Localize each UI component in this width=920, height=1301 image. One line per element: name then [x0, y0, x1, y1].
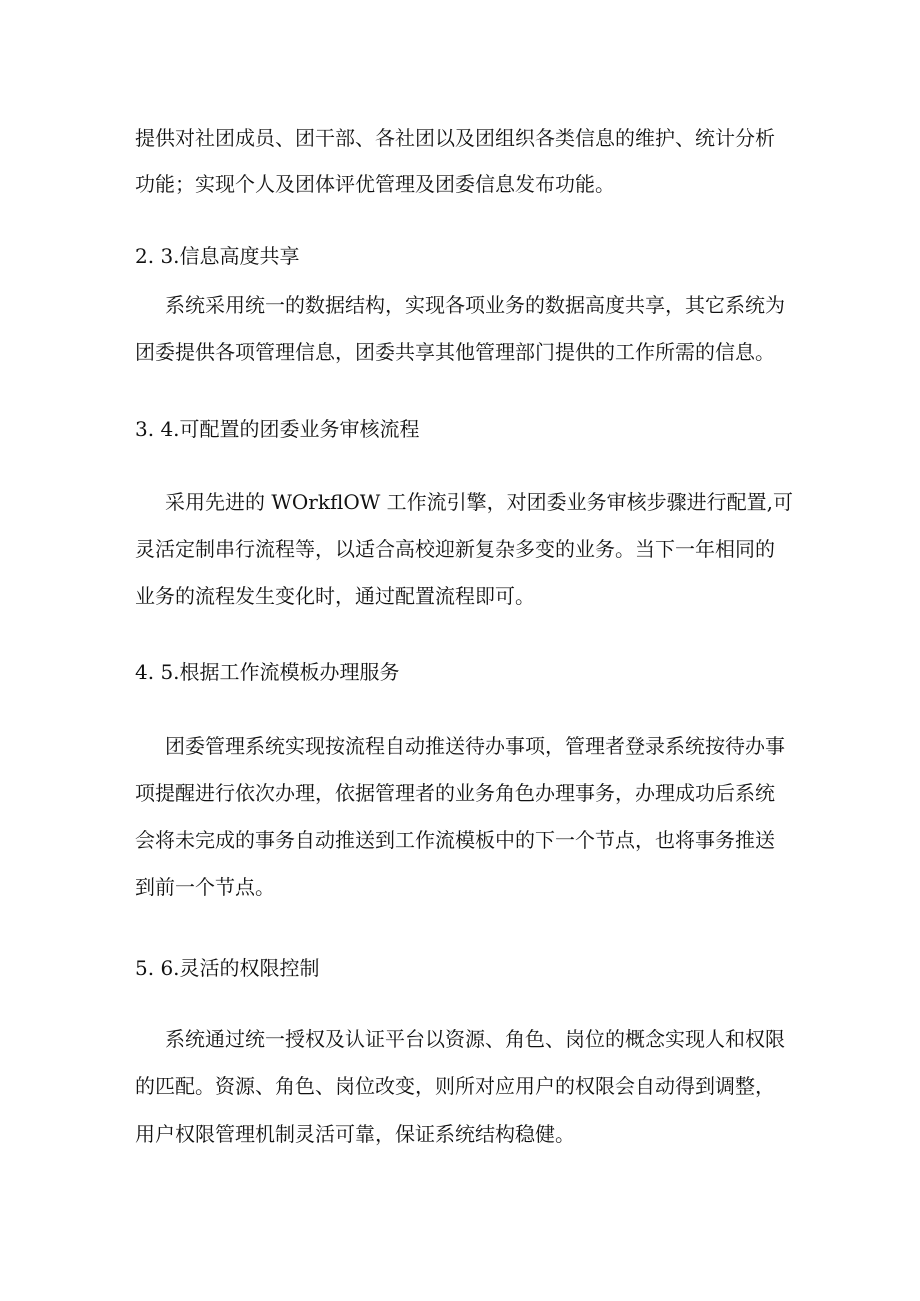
section-4-line-3: 业务的流程发生变化时，通过配置流程即可。	[135, 584, 535, 608]
section-heading-3: 2. 3.信息高度共享	[135, 244, 300, 268]
intro-line-2: 功能；实现个人及团体评优管理及团委信息发布功能。	[135, 172, 615, 196]
section-3-line-1: 系统采用统一的数据结构，实现各项业务的数据高度共享，其它系统为	[165, 293, 785, 317]
section-5-line-4: 到前一个节点。	[135, 875, 275, 899]
section-6-line-1: 系统通过统一授权及认证平台以资源、角色、岗位的概念实现人和权限	[165, 1027, 785, 1051]
section-3-line-2: 团委提供各项管理信息，团委共享其他管理部门提供的工作所需的信息。	[135, 340, 775, 364]
section-4-line-1: 采用先进的 WOrkflOW 工作流引擎，对团委业务审核步骤进行配置,可	[165, 490, 793, 514]
section-heading-5: 4. 5.根据工作流模板办理服务	[135, 660, 400, 684]
section-5-line-3: 会将未完成的事务自动推送到工作流模板中的下一个节点，也将事务推送	[135, 828, 775, 852]
section-heading-6: 5. 6.灵活的权限控制	[135, 956, 320, 980]
section-6-line-2: 的匹配。资源、角色、岗位改变，则所对应用户的权限会自动得到调整，	[135, 1074, 775, 1098]
section-4-line-2: 灵活定制串行流程等，以适合高校迎新复杂多变的业务。当下一年相同的	[135, 537, 775, 561]
section-heading-4: 3. 4.可配置的团委业务审核流程	[135, 417, 420, 441]
section-5-line-2: 项提醒进行依次办理，依据管理者的业务角色办理事务，办理成功后系统	[135, 781, 775, 805]
section-6-line-3: 用户权限管理机制灵活可靠，保证系统结构稳健。	[135, 1122, 575, 1146]
intro-line-1: 提供对社团成员、团干部、各社团以及团组织各类信息的维护、统计分析	[135, 126, 775, 150]
section-5-line-1: 团委管理系统实现按流程自动推送待办事项，管理者登录系统按待办事	[165, 734, 785, 758]
